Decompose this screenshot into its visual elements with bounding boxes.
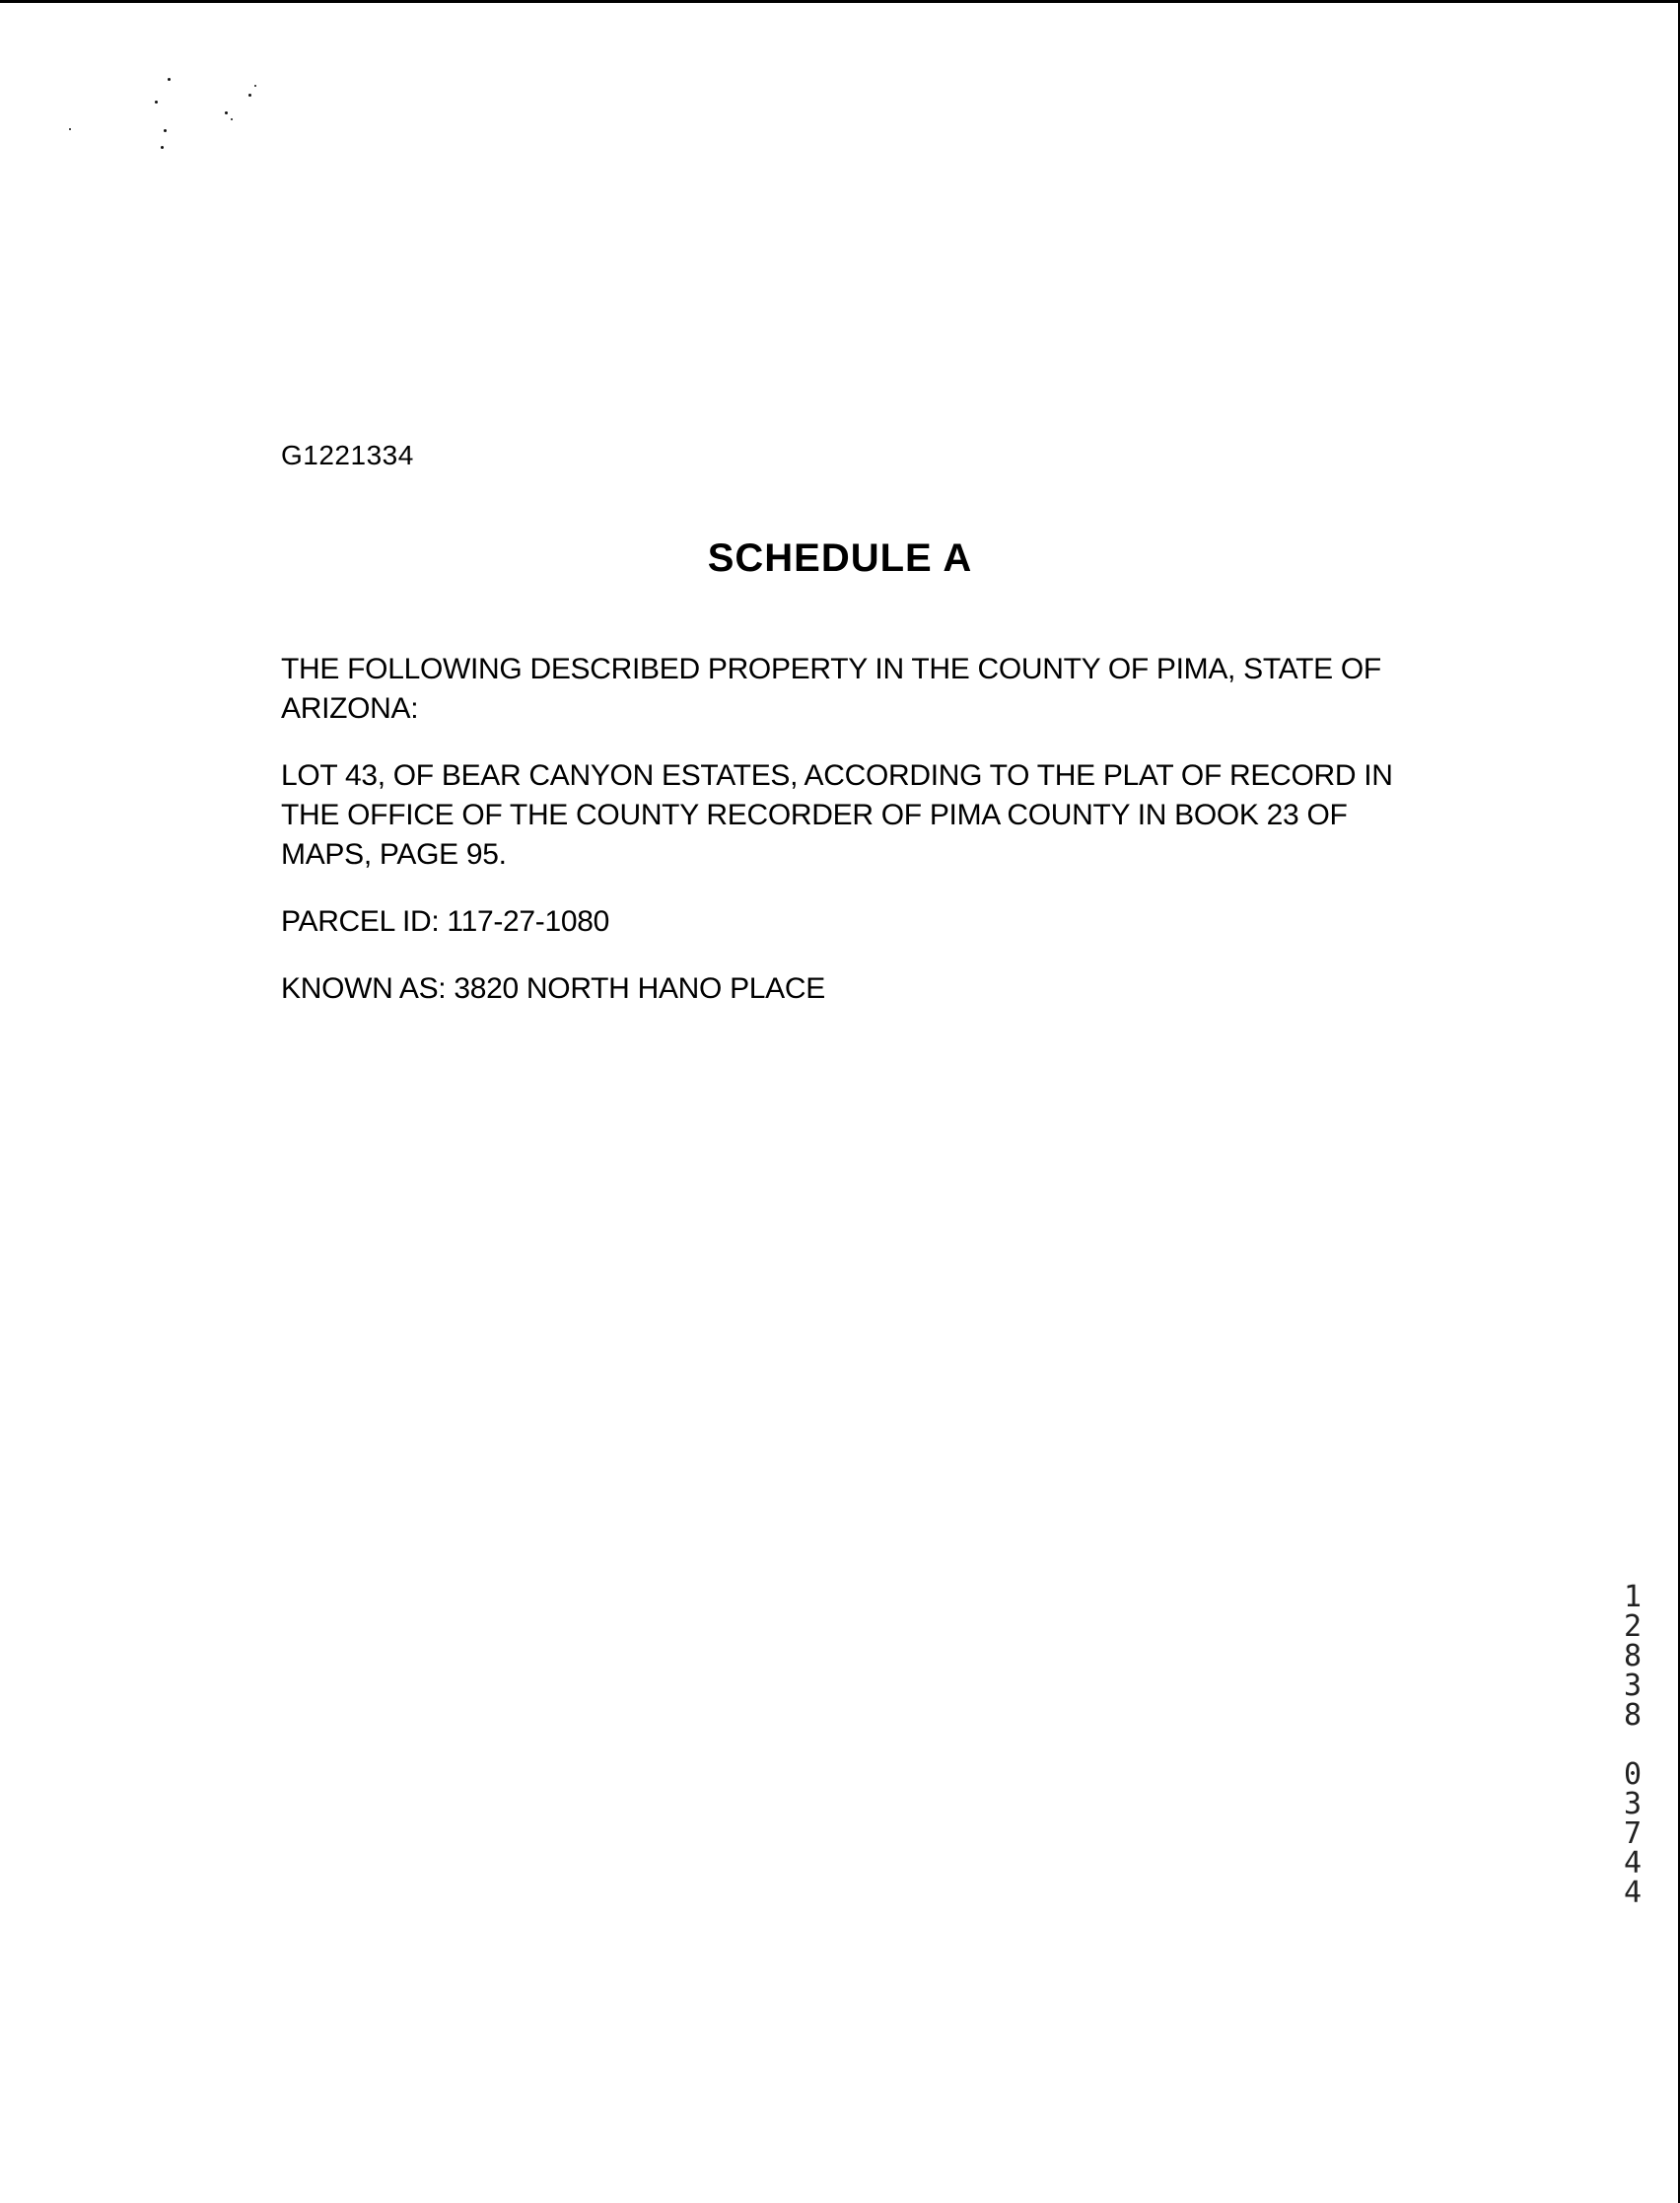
known-as-address: KNOWN AS: 3820 NORTH HANO PLACE [281, 972, 825, 1005]
legal-description: LOT 43, OF BEAR CANYON ESTATES, ACCORDING TO THE PLAT OF RECORD IN THE OFFICE OF THE COUNTY RECORDER OF PIMA COUNTY IN BOOK 23 OF MAPS, PAGE 95. [281, 759, 1393, 871]
recording-stamp [1615, 1580, 1650, 1910]
schedule-title: SCHEDULE A [707, 536, 973, 580]
document-number: G1221334 [281, 440, 414, 470]
top-border-line [0, 0, 1680, 3]
parcel-id: PARCEL ID: 117-27-1080 [281, 905, 610, 938]
stamp-book-number: 1 2 8 3 8 [1623, 1580, 1643, 1733]
stamp-page-number: 0 3 7 4 4 [1623, 1757, 1643, 1910]
property-description-intro: THE FOLLOWING DESCRIBED PROPERTY IN THE COUNTY OF PIMA, STATE OF ARIZONA: [281, 653, 1381, 725]
